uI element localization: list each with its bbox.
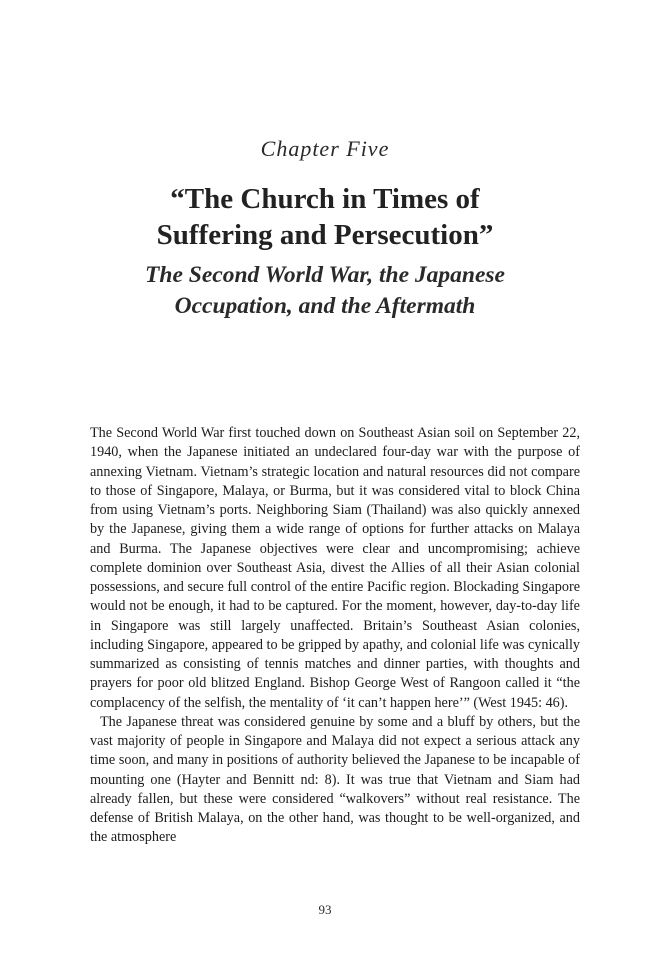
chapter-subtitle-line: Occupation, and the Aftermath <box>174 293 476 319</box>
page-number: 93 <box>318 902 332 917</box>
body-text <box>90 424 580 848</box>
chapter-title-line: Suffering and Persecution” <box>156 219 494 251</box>
chapter-title-line: “The Church in Times of <box>170 183 480 215</box>
chapter-subtitle-line: The Second World War, the Japanese <box>145 262 505 288</box>
body-paragraph: The Second World War first touched down on Southeast Asian soil on September 22, 1940, when the Japanese initiated an undeclared four-day war with the purpose of annexing Vietnam. Vietnam’s strategic location and natural resources did not compare to those of Singapore, Malaya, or Burma, but it was considered vital to block China from using Vietnam’s ports. Neighboring Siam (Thailand) was also quickly annexed by the Japanese, giving them a wide range of options for further attacks on Malaya and Burma. The Japanese objectives were clear and uncompromising; achieve complete dominion over Southeast Asia, divest the Allies of all their Asian colonial possessions, and secure full control of the entire Pacific region. Blockading Singapore would not be enough, it had to be captured. For the moment, however, day-to-day life in Singapore was still largely unaffected. Britain’s Southeast Asian colonies, including Singapore, appeared to be gripped by apathy, and colonial life was cynically summarized as consisting of tennis matches and dinner parties, with thoughts and prayers for poor old blitzed England. Bishop George West of Rangoon called it “the complacency of the selfish, the mentality of ‘it can’t happen here’” (West 1945: 46). <box>90 425 580 711</box>
chapter-title <box>0 181 650 253</box>
chapter-subtitle <box>0 260 650 322</box>
chapter-label: Chapter Five <box>260 136 390 161</box>
body-paragraph: The Japanese threat was considered genuine by some and a bluff by others, but the vast majority of people in Singapore and Malaya did not expect a serious attack any time soon, and many in positions of authority believed the Japanese to be incapable of mounting one (Hayter and Bennitt nd: 8). It was true that Vietnam and Siam had already fallen, but these were considered “walkovers” without real resistance. The defense of British Malaya, on the other hand, was thought to be well-organized, and the atmosphere <box>90 713 580 846</box>
